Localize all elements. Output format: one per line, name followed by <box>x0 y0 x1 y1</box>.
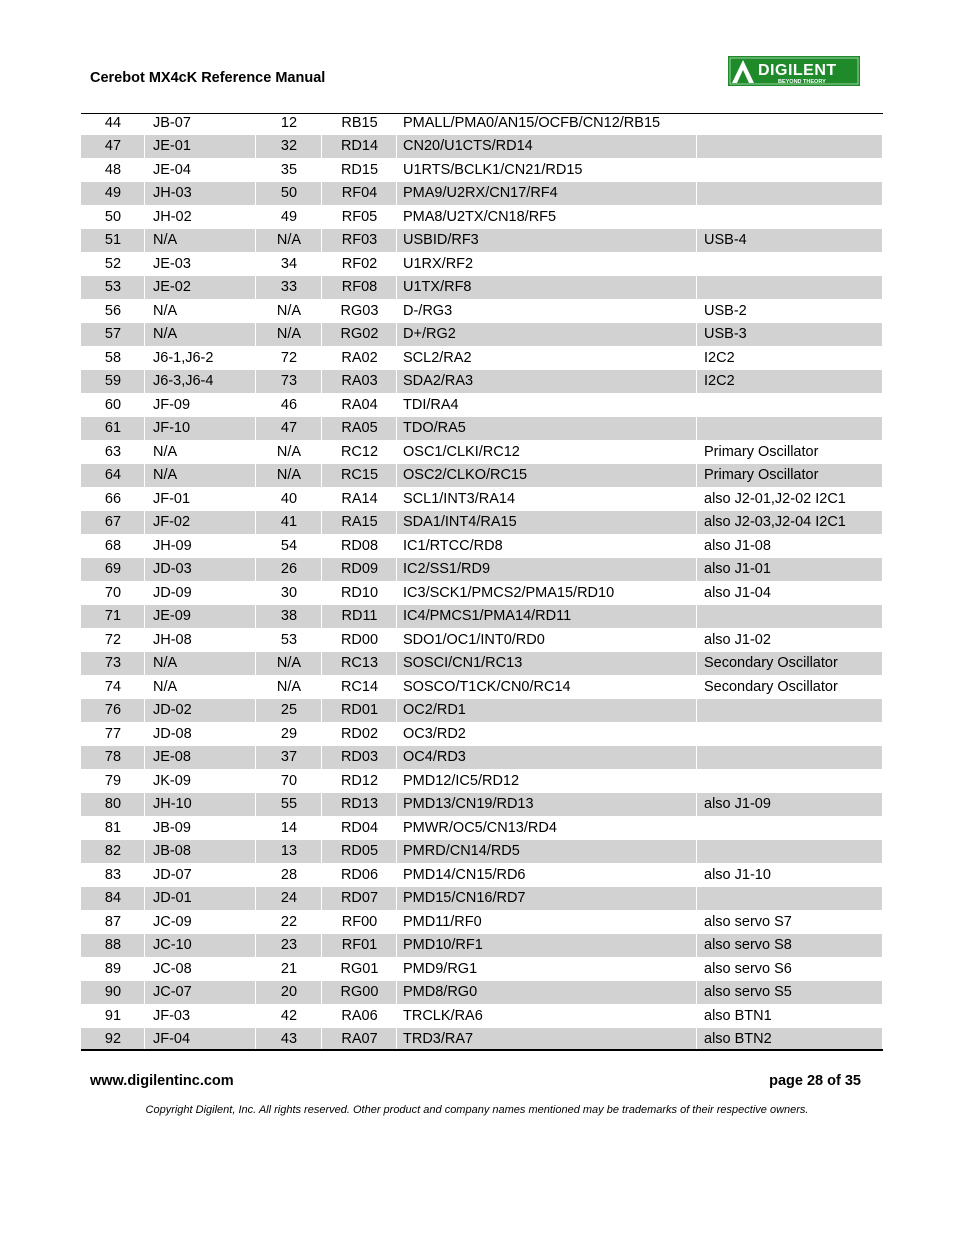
pin-number-cell: 51 <box>81 229 145 253</box>
note-cell <box>697 276 883 300</box>
function-cell: PMA8/U2TX/CN18/RF5 <box>403 208 557 225</box>
port-cell: RC12 <box>340 443 379 460</box>
note-cell: also servo S8 <box>697 934 883 958</box>
note-cell: also J1-02 <box>704 631 771 648</box>
connector-pin-cell: 21 <box>280 960 298 977</box>
table-row <box>81 699 883 723</box>
digilent-logo <box>728 56 860 86</box>
function-cell: IC1/RTCC/RD8 <box>403 537 503 554</box>
note-cell <box>697 417 883 441</box>
pin-number-cell: 64 <box>81 464 145 488</box>
connector-cell: JB-07 <box>153 114 191 131</box>
function-cell: U1TX/RF8 <box>397 276 697 300</box>
connector-pin-cell: 34 <box>280 255 298 272</box>
table-row <box>81 769 883 793</box>
connector-cell: J6-1,J6-2 <box>153 349 214 366</box>
table-row <box>81 558 883 582</box>
table-row <box>81 863 883 887</box>
function-cell: U1RX/RF2 <box>403 255 474 272</box>
connector-pin-cell: N/A <box>276 443 302 460</box>
connector-pin-cell: 23 <box>256 934 322 958</box>
pin-number-cell: 60 <box>104 396 122 413</box>
pin-number-cell: 73 <box>81 652 145 676</box>
connector-cell: JB-09 <box>153 819 191 836</box>
port-cell: RA07 <box>322 1028 397 1052</box>
connector-pin-cell: 35 <box>280 161 298 178</box>
connector-pin-cell: 20 <box>256 981 322 1005</box>
table-row <box>81 111 883 135</box>
note-cell <box>697 111 883 135</box>
connector-pin-cell: 72 <box>280 349 298 366</box>
function-cell: PMD12/IC5/RD12 <box>403 772 520 789</box>
connector-cell: N/A <box>153 443 178 460</box>
pin-number-cell: 84 <box>81 887 145 911</box>
connector-pin-cell: 29 <box>280 725 298 742</box>
note-cell: USB-2 <box>704 302 747 319</box>
table-row <box>81 135 883 159</box>
note-cell <box>697 887 883 911</box>
connector-cell: N/A <box>145 323 256 347</box>
note-cell: also J1-04 <box>704 584 771 601</box>
connector-cell: JH-10 <box>145 793 256 817</box>
pin-number-cell: 88 <box>81 934 145 958</box>
connector-cell: N/A <box>145 464 256 488</box>
function-cell: OC2/RD1 <box>397 699 697 723</box>
function-cell: PMRD/CN14/RD5 <box>397 840 697 864</box>
note-cell <box>697 205 883 229</box>
connector-cell: JE-03 <box>153 255 191 272</box>
pin-number-cell: 74 <box>104 678 122 695</box>
note-cell: also servo S7 <box>704 913 792 930</box>
port-cell: RD05 <box>322 840 397 864</box>
port-cell: RF05 <box>341 208 378 225</box>
function-cell: OSC1/CLKI/RC12 <box>403 443 520 460</box>
table-row <box>81 887 883 911</box>
function-cell: PMD14/CN15/RD6 <box>403 866 526 883</box>
connector-cell: JD-01 <box>145 887 256 911</box>
connector-pin-cell: 55 <box>256 793 322 817</box>
note-cell: I2C2 <box>697 370 883 394</box>
function-cell: OC3/RD2 <box>403 725 466 742</box>
connector-cell: JE-01 <box>145 135 256 159</box>
connector-cell: JE-02 <box>145 276 256 300</box>
connector-cell: N/A <box>145 229 256 253</box>
connector-cell: JH-08 <box>153 631 192 648</box>
table-row <box>81 464 883 488</box>
connector-pin-cell: 24 <box>256 887 322 911</box>
table-row <box>81 417 883 441</box>
connector-cell: JK-09 <box>153 772 191 789</box>
pin-number-cell: 70 <box>104 584 122 601</box>
function-cell: PMD8/RG0 <box>397 981 697 1005</box>
note-cell: Primary Oscillator <box>704 443 819 460</box>
connector-cell: JD-03 <box>145 558 256 582</box>
note-cell: also servo S6 <box>704 960 792 977</box>
table-row <box>81 487 883 511</box>
table-row <box>81 840 883 864</box>
connector-pin-cell: N/A <box>276 302 302 319</box>
pin-number-cell: 72 <box>104 631 122 648</box>
connector-cell: JH-02 <box>153 208 192 225</box>
note-cell <box>697 746 883 770</box>
note-cell: also J2-03,J2-04 I2C1 <box>697 511 883 535</box>
pin-table <box>81 111 883 1051</box>
connector-pin-cell: 28 <box>280 866 298 883</box>
table-row <box>81 158 883 182</box>
pin-number-cell: 80 <box>81 793 145 817</box>
port-cell: RG01 <box>340 960 379 977</box>
copyright-notice: Copyright Digilent, Inc. All rights reserved. Other product and company names mentioned may be trademarks of their respective owners. <box>145 1104 809 1116</box>
function-cell: IC2/SS1/RD9 <box>397 558 697 582</box>
connector-pin-cell: 13 <box>256 840 322 864</box>
table-row <box>81 793 883 817</box>
table-row <box>81 910 883 934</box>
port-cell: RA14 <box>341 490 378 507</box>
function-cell: PMD15/CN16/RD7 <box>397 887 697 911</box>
function-cell: IC3/SCK1/PMCS2/PMA15/RD10 <box>403 584 615 601</box>
port-cell: RC15 <box>322 464 397 488</box>
pin-number-cell: 77 <box>104 725 122 742</box>
connector-cell: JD-09 <box>153 584 192 601</box>
connector-cell: JF-09 <box>153 396 191 413</box>
table-row <box>81 370 883 394</box>
connector-pin-cell: 50 <box>256 182 322 206</box>
function-cell: TDO/RA5 <box>397 417 697 441</box>
pin-number-cell: 83 <box>104 866 122 883</box>
pin-number-cell: 49 <box>81 182 145 206</box>
table-row <box>81 1028 883 1052</box>
pin-number-cell: 79 <box>104 772 122 789</box>
port-cell: RD12 <box>340 772 379 789</box>
connector-pin-cell: 41 <box>256 511 322 535</box>
pin-number-cell: 57 <box>81 323 145 347</box>
function-cell: TDI/RA4 <box>403 396 459 413</box>
connector-pin-cell: 49 <box>280 208 298 225</box>
connector-pin-cell: 32 <box>256 135 322 159</box>
document-title: Cerebot MX4cK Reference Manual <box>90 70 326 86</box>
connector-pin-cell: 38 <box>256 605 322 629</box>
connector-pin-cell: 37 <box>256 746 322 770</box>
pin-number-cell: 82 <box>81 840 145 864</box>
table-row <box>81 229 883 253</box>
connector-cell: JD-08 <box>153 725 192 742</box>
connector-pin-cell: 26 <box>256 558 322 582</box>
table-row <box>81 182 883 206</box>
port-cell: RD01 <box>322 699 397 723</box>
port-cell: RG03 <box>340 302 379 319</box>
pin-number-cell: 69 <box>81 558 145 582</box>
connector-pin-cell: N/A <box>256 323 322 347</box>
port-cell: RF02 <box>341 255 378 272</box>
port-cell: RA05 <box>322 417 397 441</box>
connector-pin-cell: 42 <box>280 1007 298 1024</box>
port-cell: RD10 <box>340 584 379 601</box>
note-cell <box>697 252 883 276</box>
function-cell: D+/RG2 <box>397 323 697 347</box>
table-row <box>81 816 883 840</box>
function-cell: SDA1/INT4/RA15 <box>397 511 697 535</box>
table-row <box>81 675 883 699</box>
connector-cell: JB-08 <box>145 840 256 864</box>
function-cell: PMALL/PMA0/AN15/OCFB/CN12/RB15 <box>403 114 661 131</box>
table-row <box>81 722 883 746</box>
connector-cell: JF-02 <box>145 511 256 535</box>
pin-number-cell: 91 <box>104 1007 122 1024</box>
note-cell <box>697 182 883 206</box>
function-cell: U1RTS/BCLK1/CN21/RD15 <box>403 161 583 178</box>
table-row <box>81 934 883 958</box>
note-cell: Primary Oscillator <box>697 464 883 488</box>
port-cell: RD11 <box>322 605 397 629</box>
port-cell: RB15 <box>341 114 378 131</box>
note-cell <box>697 769 883 793</box>
connector-cell: JH-09 <box>153 537 192 554</box>
function-cell: PMD13/CN19/RD13 <box>397 793 697 817</box>
pin-number-cell: 90 <box>81 981 145 1005</box>
pin-number-cell: 92 <box>81 1028 145 1052</box>
port-cell: RF01 <box>322 934 397 958</box>
port-cell: RA03 <box>322 370 397 394</box>
pin-number-cell: 61 <box>81 417 145 441</box>
connector-pin-cell: 22 <box>280 913 298 930</box>
connector-pin-cell: 33 <box>256 276 322 300</box>
function-cell: SDO1/OC1/INT0/RD0 <box>403 631 545 648</box>
port-cell: RD03 <box>322 746 397 770</box>
pin-number-cell: 87 <box>104 913 122 930</box>
port-cell: RG02 <box>322 323 397 347</box>
function-cell: PMD11/RF0 <box>403 913 482 930</box>
connector-pin-cell: 53 <box>280 631 298 648</box>
connector-cell: J6-3,J6-4 <box>145 370 256 394</box>
port-cell: RA02 <box>341 349 378 366</box>
page-number: page 28 of 35 <box>769 1073 861 1089</box>
table-row <box>81 534 883 558</box>
table-row <box>81 252 883 276</box>
table-row <box>81 393 883 417</box>
note-cell: Secondary Oscillator <box>697 652 883 676</box>
connector-pin-cell: 30 <box>280 584 298 601</box>
note-cell: also J1-09 <box>697 793 883 817</box>
connector-pin-cell: 47 <box>256 417 322 441</box>
pin-number-cell: 67 <box>81 511 145 535</box>
function-cell: D-/RG3 <box>403 302 453 319</box>
table-row <box>81 299 883 323</box>
pin-number-cell: 78 <box>81 746 145 770</box>
port-cell: RC13 <box>322 652 397 676</box>
port-cell: RA15 <box>322 511 397 535</box>
connector-pin-cell: 43 <box>256 1028 322 1052</box>
port-cell: RF00 <box>341 913 378 930</box>
pin-number-cell: 76 <box>81 699 145 723</box>
note-cell <box>697 722 883 746</box>
note-cell: USB-3 <box>697 323 883 347</box>
port-cell: RD13 <box>322 793 397 817</box>
footer-url[interactable]: www.digilentinc.com <box>90 1073 234 1089</box>
function-cell: PMD10/RF1 <box>397 934 697 958</box>
port-cell: RA06 <box>341 1007 378 1024</box>
table-row <box>81 440 883 464</box>
function-cell: USBID/RF3 <box>397 229 697 253</box>
table-row <box>81 276 883 300</box>
function-cell: SCL2/RA2 <box>403 349 472 366</box>
pin-number-cell: 44 <box>104 114 122 131</box>
pin-number-cell: 58 <box>104 349 122 366</box>
function-cell: SCL1/INT3/RA14 <box>403 490 516 507</box>
connector-pin-cell: 54 <box>280 537 298 554</box>
function-cell: IC4/PMCS1/PMA14/RD11 <box>397 605 697 629</box>
connector-pin-cell: 12 <box>280 114 298 131</box>
function-cell: SOSCI/CN1/RC13 <box>397 652 697 676</box>
connector-pin-cell: 40 <box>280 490 298 507</box>
table-row <box>81 652 883 676</box>
connector-cell: N/A <box>153 302 178 319</box>
table-row <box>81 605 883 629</box>
table-row <box>81 957 883 981</box>
connector-pin-cell: 14 <box>280 819 298 836</box>
pin-number-cell: 63 <box>104 443 122 460</box>
table-row <box>81 981 883 1005</box>
pin-number-cell: 50 <box>104 208 122 225</box>
note-cell: also J1-01 <box>697 558 883 582</box>
note-cell: also BTN1 <box>704 1007 772 1024</box>
table-bottom-rule <box>81 1049 883 1051</box>
function-cell: SOSCO/T1CK/CN0/RC14 <box>403 678 571 695</box>
pin-number-cell: 47 <box>81 135 145 159</box>
connector-cell: JD-07 <box>153 866 192 883</box>
port-cell: RD08 <box>340 537 379 554</box>
pin-number-cell: 48 <box>104 161 122 178</box>
connector-pin-cell: 70 <box>280 772 298 789</box>
connector-cell: JF-10 <box>145 417 256 441</box>
pin-number-cell: 59 <box>81 370 145 394</box>
note-cell <box>697 393 883 417</box>
connector-cell: JE-04 <box>153 161 191 178</box>
pin-number-cell: 53 <box>81 276 145 300</box>
note-cell: also J1-08 <box>704 537 771 554</box>
function-cell: OC4/RD3 <box>397 746 697 770</box>
svg-text:DIGILENT: DIGILENT <box>758 62 837 79</box>
connector-cell: JC-08 <box>153 960 192 977</box>
port-cell: RC14 <box>340 678 379 695</box>
function-cell: CN20/U1CTS/RD14 <box>397 135 697 159</box>
note-cell: also J2-01,J2-02 I2C1 <box>704 490 846 507</box>
port-cell: RF04 <box>322 182 397 206</box>
pin-number-cell: 52 <box>104 255 122 272</box>
port-cell: RD07 <box>322 887 397 911</box>
function-cell: PMD9/RG1 <box>403 960 478 977</box>
pin-number-cell: 89 <box>104 960 122 977</box>
connector-cell: JE-08 <box>145 746 256 770</box>
port-cell: RD14 <box>322 135 397 159</box>
connector-cell: JC-07 <box>145 981 256 1005</box>
port-cell: RD04 <box>340 819 379 836</box>
pin-number-cell: 68 <box>104 537 122 554</box>
note-cell: also J1-10 <box>704 866 771 883</box>
note-cell <box>697 158 883 182</box>
note-cell: Secondary Oscillator <box>704 678 838 695</box>
port-cell: RD02 <box>340 725 379 742</box>
connector-pin-cell: N/A <box>256 229 322 253</box>
connector-cell: JF-04 <box>145 1028 256 1052</box>
function-cell: SDA2/RA3 <box>397 370 697 394</box>
note-cell <box>697 135 883 159</box>
connector-cell: N/A <box>145 652 256 676</box>
connector-pin-cell: 73 <box>256 370 322 394</box>
pin-number-cell: 81 <box>104 819 122 836</box>
table-row <box>81 1004 883 1028</box>
note-cell: I2C2 <box>704 349 735 366</box>
note-cell <box>697 840 883 864</box>
table-row <box>81 346 883 370</box>
port-cell: RD09 <box>322 558 397 582</box>
pin-number-cell: 56 <box>104 302 122 319</box>
table-row <box>81 581 883 605</box>
port-cell: RG00 <box>322 981 397 1005</box>
connector-pin-cell: 25 <box>256 699 322 723</box>
note-cell <box>697 699 883 723</box>
connector-cell: JH-03 <box>145 182 256 206</box>
table-row <box>81 511 883 535</box>
connector-cell: JC-09 <box>153 913 192 930</box>
note-cell: also BTN2 <box>697 1028 883 1052</box>
function-cell: PMWR/OC5/CN13/RD4 <box>403 819 557 836</box>
connector-pin-cell: N/A <box>276 678 302 695</box>
note-cell: also servo S5 <box>697 981 883 1005</box>
connector-cell: JC-10 <box>145 934 256 958</box>
port-cell: RA04 <box>341 396 378 413</box>
connector-cell: JF-03 <box>153 1007 191 1024</box>
note-cell: USB-4 <box>697 229 883 253</box>
function-cell: TRD3/RA7 <box>397 1028 697 1052</box>
connector-cell: JF-01 <box>153 490 191 507</box>
connector-cell: JD-02 <box>145 699 256 723</box>
pin-number-cell: 66 <box>104 490 122 507</box>
table-row <box>81 746 883 770</box>
function-cell: PMA9/U2RX/CN17/RF4 <box>397 182 697 206</box>
function-cell: OSC2/CLKO/RC15 <box>397 464 697 488</box>
note-cell <box>697 605 883 629</box>
connector-pin-cell: N/A <box>256 464 322 488</box>
port-cell: RF03 <box>322 229 397 253</box>
port-cell: RD00 <box>340 631 379 648</box>
connector-cell: JE-09 <box>145 605 256 629</box>
port-cell: RF08 <box>322 276 397 300</box>
connector-pin-cell: 46 <box>280 396 298 413</box>
port-cell: RD15 <box>340 161 379 178</box>
connector-cell: N/A <box>153 678 178 695</box>
table-row <box>81 323 883 347</box>
svg-text:BEYOND THEORY: BEYOND THEORY <box>778 79 826 85</box>
table-row <box>81 205 883 229</box>
note-cell <box>697 816 883 840</box>
connector-pin-cell: N/A <box>256 652 322 676</box>
pin-number-cell: 71 <box>81 605 145 629</box>
table-row <box>81 628 883 652</box>
function-cell: TRCLK/RA6 <box>403 1007 483 1024</box>
port-cell: RD06 <box>340 866 379 883</box>
